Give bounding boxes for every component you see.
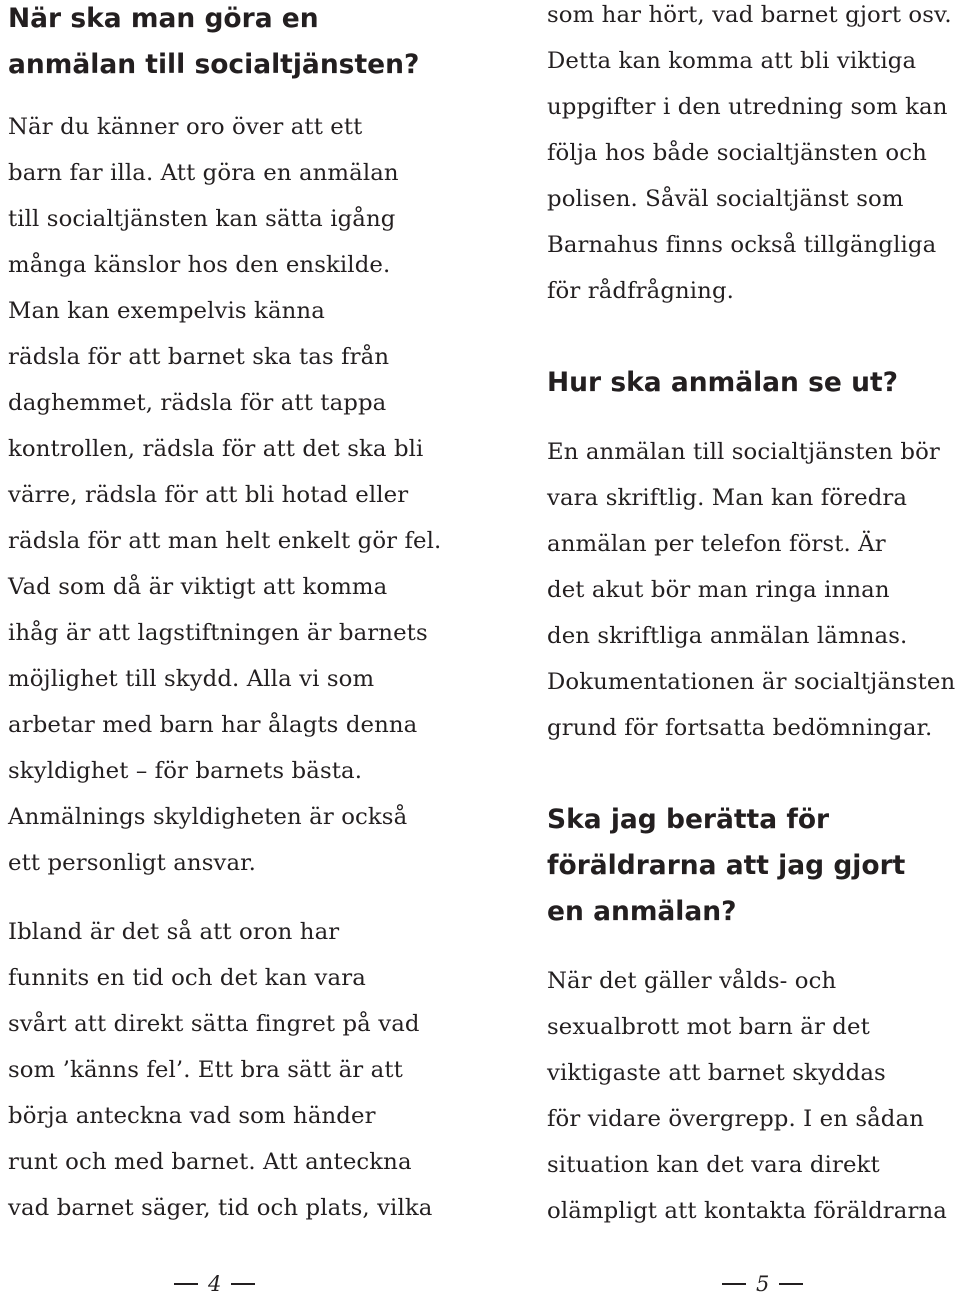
text-line: kontrollen, rädsla för att det ska bli [8,436,424,462]
paragraph-take-notes [8,909,448,1231]
text-line: En anmälan till socialtjänsten bör [547,439,940,465]
text-line: funnits en tid och det kan vara [8,965,366,991]
text-line: den skriftliga anmälan lämnas. [547,623,908,649]
text-line: polisen. Såväl socialtjänst som [547,186,904,212]
dash-decoration [174,1283,198,1285]
text-line: Dokumentationen är socialtjänsten [547,669,956,695]
section-heading-when-to-report [8,0,448,88]
text-line: som ’känns fel’. Ett bra sätt är att [8,1057,403,1083]
text-line: uppgifter i den utredning som kan [547,94,948,120]
dash-decoration [231,1283,255,1285]
paragraph-when-worried [8,104,448,886]
text-line: ihåg är att lagstiftningen är barnets [8,620,428,646]
paragraph-violence-cases [547,958,959,1234]
text-line: börja anteckna vad som händer [8,1103,376,1129]
text-line: sexualbrott mot barn är det [547,1014,870,1040]
text-line: rädsla för att man helt enkelt gör fel. [8,528,442,554]
text-line: anmälan per telefon först. Är [547,531,886,557]
text-line: skyldighet – för barnets bästa. [8,758,363,784]
right-page-column [547,0,959,1234]
text-line: det akut bör man ringa innan [547,577,890,603]
left-page-column [8,0,448,1231]
text-line: olämpligt att kontakta föräldrarna [547,1198,947,1224]
section-spacer [547,314,959,360]
heading-line: en anmälan? [547,896,737,927]
text-line: för vidare övergrepp. I en sådan [547,1106,924,1132]
text-line: svårt att direkt sätta fingret på vad [8,1011,420,1037]
text-line: följa hos både socialtjänsten och [547,140,927,166]
dash-decoration [722,1283,746,1285]
text-line: till socialtjänsten kan sätta igång [8,206,396,232]
heading-line: anmälan till socialtjänsten? [8,49,420,80]
paragraph-spacer [8,886,448,909]
section-spacer [547,935,959,958]
text-line: daghemmet, rädsla för att tappa [8,390,387,416]
text-line: barn far illa. Att göra en anmälan [8,160,399,186]
text-line: viktigaste att barnet skyddas [547,1060,886,1086]
text-line: Man kan exempelvis känna [8,298,325,324]
text-line: som har hört, vad barnet gjort osv. [547,2,952,28]
text-line: för rådfrågning. [547,278,735,304]
page-number-left [174,1272,255,1296]
text-line: många känslor hos den enskilde. [8,252,391,278]
section-spacer [547,406,959,429]
paragraph-continued [547,0,959,314]
text-line: vara skriftlig. Man kan föredra [547,485,908,511]
heading-line: Ska jag berätta för [547,804,830,835]
text-line: grund för fortsatta bedömningar. [547,715,933,741]
section-spacer [547,751,959,797]
text-line: Vad som då är viktigt att komma [8,574,388,600]
heading-line: När ska man göra en [8,3,319,34]
page-number-right [722,1272,803,1296]
section-heading-tell-parents [547,797,959,935]
text-line: När du känner oro över att ett [8,114,363,140]
text-line: Barnahus finns också tillgängliga [547,232,937,258]
text-line: runt och med barnet. Att anteckna [8,1149,412,1175]
page-number-text: 5 [756,1272,770,1296]
text-line: vad barnet säger, tid och plats, vilka [8,1195,433,1221]
dash-decoration [779,1283,803,1285]
text-line: möjlighet till skydd. Alla vi som [8,666,375,692]
text-line: situation kan det vara direkt [547,1152,880,1178]
text-line: Detta kan komma att bli viktiga [547,48,917,74]
text-line: värre, rädsla för att bli hotad eller [8,482,409,508]
text-line: ett personligt ansvar. [8,850,257,876]
heading-line: föräldrarna att jag gjort [547,850,906,881]
text-line: När det gäller vålds- och [547,968,837,994]
text-line: Ibland är det så att oron har [8,919,340,945]
text-line: rädsla för att barnet ska tas från [8,344,390,370]
paragraph-report-format [547,429,959,751]
text-line: arbetar med barn har ålagts denna [8,712,418,738]
text-line: Anmälnings skyldigheten är också [8,804,408,830]
section-heading-report-format: Hur ska anmälan se ut? [547,367,899,398]
page-number-text: 4 [208,1272,222,1296]
